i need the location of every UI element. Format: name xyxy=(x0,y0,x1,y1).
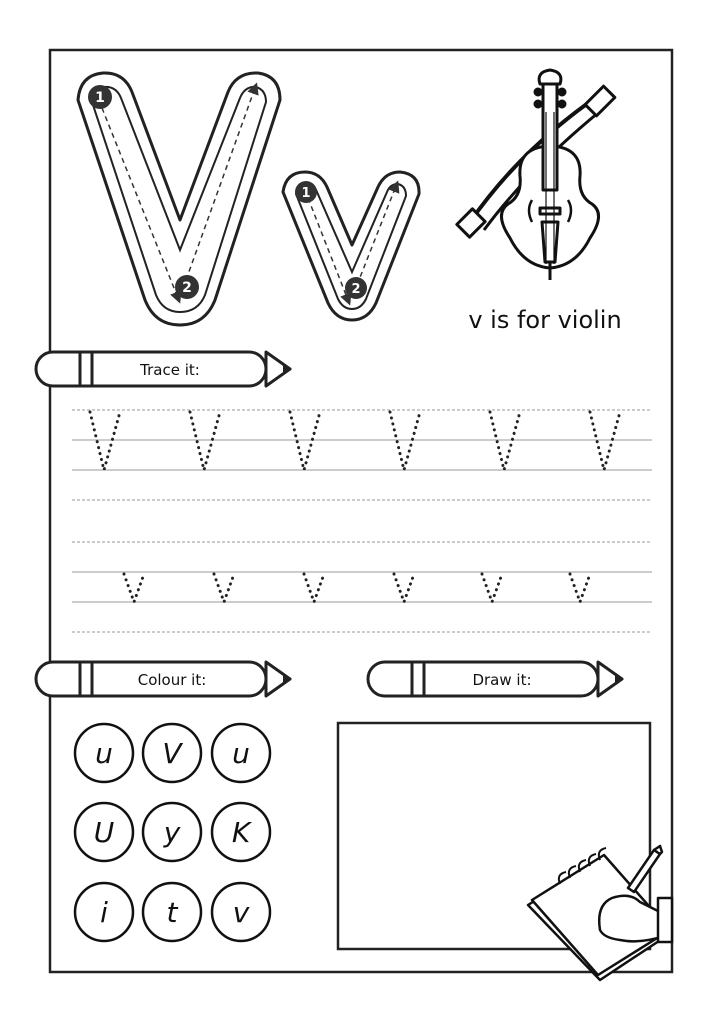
violin-icon xyxy=(457,70,615,280)
colour-letter: v xyxy=(232,896,250,929)
trace-guide-lines xyxy=(72,410,652,632)
draw-section-label: Draw it: xyxy=(472,671,532,689)
colour-section-label: Colour it: xyxy=(137,671,207,689)
trace-row-uppercase xyxy=(90,412,620,470)
colour-letter: u xyxy=(95,737,113,770)
colour-letter: i xyxy=(100,896,108,929)
stroke-number-1-small: 1 xyxy=(301,186,311,201)
uppercase-letter-outline xyxy=(78,73,280,325)
colour-letter: u xyxy=(232,737,250,770)
trace-section-label: Trace it: xyxy=(140,361,200,379)
colour-letter: t xyxy=(166,896,178,929)
stroke-number-1: 1 xyxy=(95,90,105,106)
colour-letter: V xyxy=(162,737,182,770)
stroke-number-2: 2 xyxy=(182,280,192,296)
colour-letter: U xyxy=(93,816,115,849)
colour-letter: K xyxy=(231,816,251,849)
stroke-number-2-small: 2 xyxy=(351,282,361,297)
trace-row-lowercase xyxy=(124,574,590,602)
colour-letter: y xyxy=(163,816,181,849)
caption-text: v is for violin xyxy=(468,306,622,334)
